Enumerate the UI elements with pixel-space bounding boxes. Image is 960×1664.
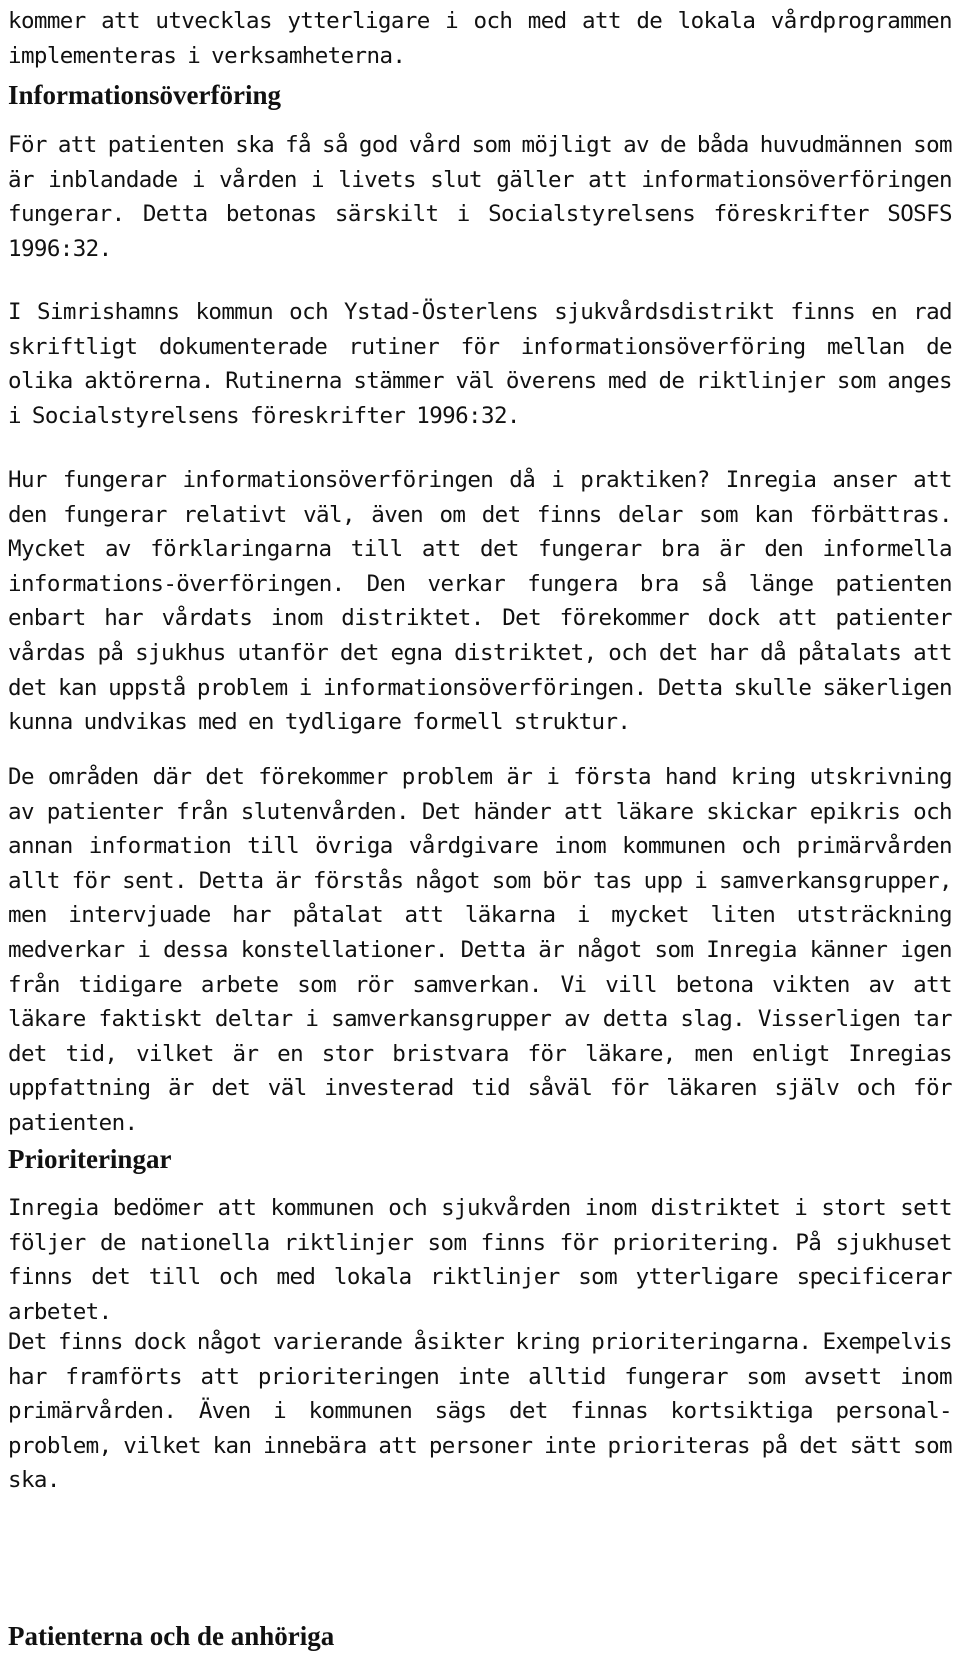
paragraph-informationsoverforing-1: För att patienten ska få så god vård som möjligt av de båda huvudmännen som är inblandade i vården i livets slut gäller att informationsöverföringen fungerar. Detta betonas särskilt i Socialstyrelsens föreskrifter SOSFS 1996:32. xyxy=(8,132,952,262)
paragraph-informationsoverforing-2: I Simrishamns kommun och Ystad-Österlens sjukvårdsdistrikt finns en rad skriftligt dokumenterade rutiner för informationsöverföring mellan de olika aktörerna. Rutinerna stämmer väl överens med de riktlinjer som anges i Socialstyrelsens föreskrifter 1996:32. xyxy=(8,299,952,429)
intro-continuation-paragraph: kommer att utvecklas ytterligare i och med att de lokala vårdprogrammen implementeras i verksamheterna. xyxy=(8,8,952,69)
section-heading-prioriteringar: Prioriteringar xyxy=(8,1144,172,1174)
section-heading-informationsoverforing: Informationsöverföring xyxy=(8,80,281,110)
paragraph-informationsoverforing-3: Hur fungerar informationsöverföringen då i praktiken? Inregia anser att den fungerar relativt väl, även om det finns delar som kan förbättras. Mycket av förklaringarna till att det fungerar bra är den informella informations-överföringen. Den verkar fungera bra så länge patienten enbart har vårdats inom distriktet. Det förekommer dock att patienter vårdas på sjukhus utanför det egna distriktet, och det har då påtalats att det kan uppstå problem i informationsöverföringen. Detta skulle säkerligen kunna undvikas med en tydligare formell struktur. xyxy=(8,467,952,736)
paragraph-prioriteringar-2: Det finns dock något varierande åsikter kring prioriteringarna. Exempelvis har framförts att prioriteringen inte alltid fungerar som avsett inom primärvården. Även i kommunen sägs det finnas kortsiktiga personal-problem, vilket kan innebära att personer inte prioriteras på det sätt som ska. xyxy=(8,1329,952,1494)
section-heading-patienterna: Patienterna och de anhöriga xyxy=(8,1621,335,1651)
paragraph-informationsoverforing-4: De områden där det förekommer problem är i första hand kring utskrivning av patienter från slutenvården. Det händer att läkare skickar epikris och annan information till övriga vårdgivare inom kommunen och primärvården allt för sent. Detta är förstås något som bör tas upp i samverkansgrupper, men intervjuade har påtalat att läkarna i mycket liten utsträckning medverkar i dessa konstellationer. Detta är något som Inregia känner igen från tidigare arbete som rör samverkan. Vi vill betona vikten av att läkare faktiskt deltar i samverkansgrupper av detta slag. Visserligen tar det tid, vilket är en stor bristvara för läkare, men enligt Inregias uppfattning är det väl investerad tid såväl för läkaren själv och för patienten. xyxy=(8,764,952,1136)
paragraph-prioriteringar-1: Inregia bedömer att kommunen och sjukvården inom distriktet i stort sett följer de nationella riktlinjer som finns för prioritering. På sjukhuset finns det till och med lokala riktlinjer som ytterligare specificerar arbetet. xyxy=(8,1195,952,1325)
